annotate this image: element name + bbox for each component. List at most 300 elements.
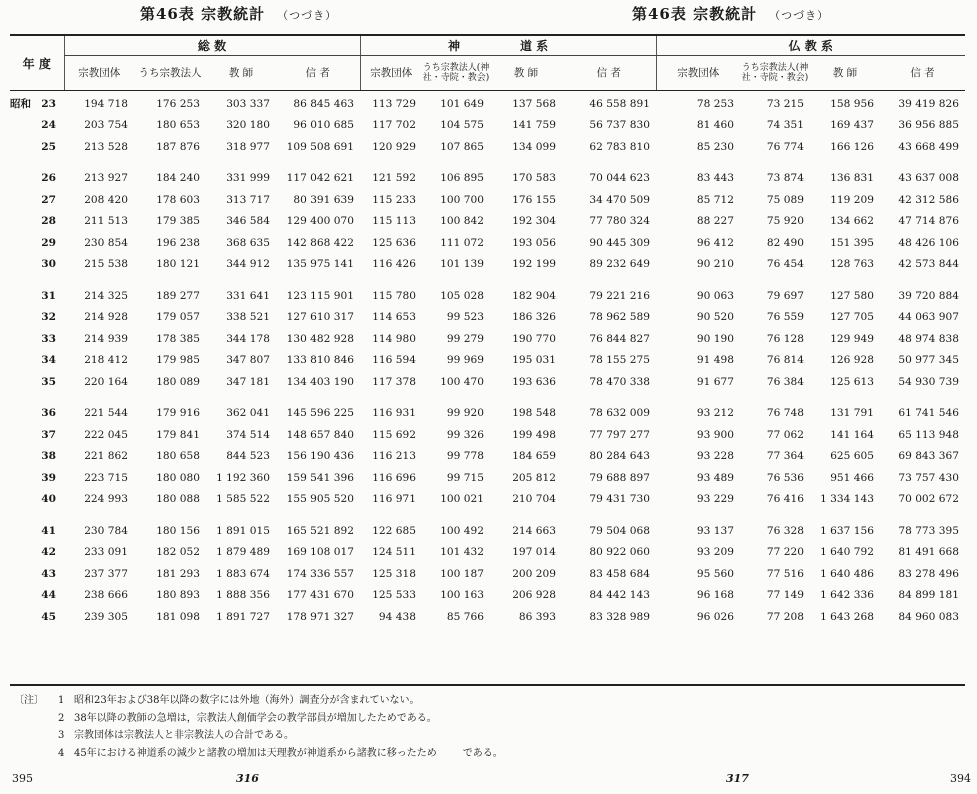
- table-cell: 73 757 430: [898, 471, 959, 484]
- table-row: [10, 563, 490, 585]
- year-cell: 39: [41, 471, 56, 484]
- col-header: 教 師: [206, 56, 276, 91]
- right-table-body: [490, 91, 965, 628]
- table-cell: 93 228: [696, 450, 734, 463]
- table-cell: 1 640 486: [820, 567, 874, 580]
- era-cell: [10, 489, 38, 511]
- note-line: [14, 745, 503, 763]
- table-cell: 347 181: [226, 375, 270, 388]
- table-cell: 82 490: [766, 236, 804, 249]
- table-cell: 224 993: [84, 493, 128, 506]
- table-cell: 91 677: [696, 375, 734, 388]
- table-cell: 145 596 225: [286, 407, 354, 420]
- col-header: 信 者: [562, 56, 656, 91]
- table-cell: 170 583: [512, 172, 556, 185]
- note-text-tail: である。: [462, 747, 503, 759]
- table-cell: 99 523: [446, 311, 484, 324]
- year-cell: 26: [41, 172, 56, 185]
- table-cell: 125 318: [372, 567, 416, 580]
- year-cell: 24: [41, 119, 56, 132]
- col-header: 宗教団体: [64, 56, 134, 91]
- table-row: [10, 446, 490, 468]
- table-cell: 115 692: [372, 428, 416, 441]
- note-number: 3: [58, 730, 65, 741]
- col-header: うち宗教法人(神社・寺院・教会): [422, 56, 490, 91]
- table-cell: 180 080: [156, 471, 200, 484]
- table-row: [490, 542, 965, 564]
- table-cell: 192 199: [512, 258, 556, 271]
- table-cell: 117 702: [372, 119, 416, 132]
- table-cell: 117 378: [372, 375, 416, 388]
- table-cell: 625 605: [830, 450, 874, 463]
- table-cell: 78 155 275: [589, 354, 650, 367]
- table-cell: 61 741 546: [898, 407, 959, 420]
- table-cell: 194 718: [84, 97, 128, 110]
- table-cell: 99 920: [446, 407, 484, 420]
- table-cell: 187 876: [156, 140, 200, 153]
- table-cell: 85 766: [446, 610, 484, 623]
- table-cell: 81 460: [696, 119, 734, 132]
- table-cell: 100 492: [440, 524, 484, 537]
- table-row: [490, 606, 965, 628]
- table-cell: 125 533: [372, 589, 416, 602]
- table-cell: 90 063: [696, 289, 734, 302]
- table-cell: 180 156: [156, 524, 200, 537]
- table-cell: 131 791: [830, 407, 874, 420]
- table-row: [10, 520, 490, 542]
- year-cell: 45: [41, 610, 56, 623]
- table-cell: 79 697: [766, 289, 804, 302]
- table-cell: 86 845 463: [293, 97, 354, 110]
- era-cell: [10, 307, 38, 329]
- table-cell: 180 088: [156, 493, 200, 506]
- table-cell: 111 072: [440, 236, 484, 249]
- table-cell: 79 688 897: [589, 471, 650, 484]
- table-cell: 347 807: [226, 354, 270, 367]
- table-cell: 121 592: [372, 172, 416, 185]
- col-header: うち宗教法人(神社・寺院・教会): [740, 56, 810, 91]
- table-cell: 91 498: [696, 354, 734, 367]
- table-cell: 134 099: [512, 140, 556, 153]
- table-cell: 69 843 367: [898, 450, 959, 463]
- shinto-group-header: 神: [360, 35, 490, 56]
- table-row: [490, 91, 965, 115]
- table-cell: 83 328 989: [589, 610, 650, 623]
- era-cell: [10, 211, 38, 233]
- era-cell: [10, 585, 38, 607]
- table-cell: 116 426: [372, 258, 416, 271]
- table-cell: 155 905 520: [286, 493, 354, 506]
- table-cell: 105 028: [440, 289, 484, 302]
- table-cell: 39 419 826: [898, 97, 959, 110]
- table-cell: 176 253: [156, 97, 200, 110]
- table-row: [10, 585, 490, 607]
- table-cell: 119 209: [830, 193, 874, 206]
- left-page-title: [140, 3, 337, 24]
- table-cell: 100 700: [440, 193, 484, 206]
- table-cell: 88 227: [696, 215, 734, 228]
- table-row: [490, 232, 965, 254]
- row-gap: [490, 510, 965, 520]
- table-cell: 166 126: [830, 140, 874, 153]
- table-cell: 70 044 623: [589, 172, 650, 185]
- table-cell: 46 558 891: [589, 97, 650, 110]
- table-cell: 1 192 360: [216, 471, 270, 484]
- table-cell: 78 253: [696, 97, 734, 110]
- table-cell: 129 949: [830, 332, 874, 345]
- table-cell: 179 057: [156, 311, 200, 324]
- table-cell: 79 431 730: [589, 493, 650, 506]
- col-header: 教 師: [490, 56, 562, 91]
- table-cell: 79 504 068: [589, 524, 650, 537]
- table-row: [490, 489, 965, 511]
- table-cell: 374 514: [226, 428, 270, 441]
- table-row: [490, 520, 965, 542]
- table-cell: 95 560: [696, 567, 734, 580]
- table-cell: 93 137: [696, 524, 734, 537]
- table-cell: 137 568: [512, 97, 556, 110]
- table-cell: 230 854: [84, 236, 128, 249]
- table-cell: 136 831: [830, 172, 874, 185]
- table-cell: 199 498: [512, 428, 556, 441]
- table-cell: 96 412: [696, 236, 734, 249]
- table-cell: 179 385: [156, 215, 200, 228]
- table-cell: 80 284 643: [589, 450, 650, 463]
- year-cell: 43: [41, 567, 56, 580]
- table-cell: 178 385: [156, 332, 200, 345]
- table-cell: 113 729: [372, 97, 416, 110]
- table-row: [10, 115, 490, 137]
- note-text: 38年以降の教師の急増は，宗教法人創価学会の教学部員が増加したためである。: [74, 712, 437, 724]
- table-row: [10, 489, 490, 511]
- table-cell: 130 482 928: [286, 332, 354, 345]
- col-header: 宗教団体: [656, 56, 740, 91]
- table-row: [490, 350, 965, 372]
- era-cell: [10, 254, 38, 276]
- table-row: [10, 211, 490, 233]
- table-row: [10, 542, 490, 564]
- table-cell: 93 209: [696, 546, 734, 559]
- era-cell: [10, 285, 38, 307]
- table-cell: 129 400 070: [286, 215, 354, 228]
- table-cell: 303 337: [226, 97, 270, 110]
- table-cell: 85 712: [696, 193, 734, 206]
- era-cell: 昭和: [10, 98, 31, 111]
- table-cell: 76 748: [766, 407, 804, 420]
- total-group-header: 総 数: [64, 35, 360, 56]
- table-cell: 96 168: [696, 589, 734, 602]
- table-cell: 73 215: [766, 97, 804, 110]
- table-cell: 44 063 907: [898, 311, 959, 324]
- era-cell: [10, 136, 38, 158]
- table-cell: 90 190: [696, 332, 734, 345]
- left-bottom-rule: [10, 684, 490, 686]
- table-cell: 176 155: [512, 193, 556, 206]
- year-cell: 35: [41, 375, 56, 388]
- table-cell: 180 893: [156, 589, 200, 602]
- col-header: 教 師: [810, 56, 880, 91]
- table-cell: 320 180: [226, 119, 270, 132]
- row-gap: [10, 275, 490, 285]
- table-cell: 141 759: [512, 119, 556, 132]
- table-cell: 165 521 892: [286, 524, 354, 537]
- table-cell: 218 412: [84, 354, 128, 367]
- year-cell: 30: [41, 258, 56, 271]
- table-cell: 205 812: [512, 471, 556, 484]
- table-cell: 125 613: [830, 375, 874, 388]
- table-cell: 90 210: [696, 258, 734, 271]
- table-cell: 195 031: [512, 354, 556, 367]
- table-cell: 198 548: [512, 407, 556, 420]
- note-text: 宗教団体は宗教法人と非宗教法人の合計である。: [74, 730, 294, 741]
- table-cell: 1 640 792: [820, 546, 874, 559]
- table-cell: 169 437: [830, 119, 874, 132]
- table-cell: 159 541 396: [286, 471, 354, 484]
- table-cell: 83 278 496: [898, 567, 959, 580]
- note-text: 昭和23年および38年以降の数字には外地（海外）調査分が含まれていない。: [74, 695, 420, 706]
- table-cell: 50 977 345: [898, 354, 959, 367]
- table-row: [490, 446, 965, 468]
- table-cell: 233 091: [84, 546, 128, 559]
- table-cell: 180 658: [156, 450, 200, 463]
- table-cell: 106 895: [440, 172, 484, 185]
- year-cell: 42: [41, 546, 56, 559]
- table-cell: 196 238: [156, 236, 200, 249]
- table-cell: 114 980: [372, 332, 416, 345]
- table-cell: 109 508 691: [286, 140, 354, 153]
- table-row: [10, 424, 490, 446]
- table-cell: 362 041: [226, 407, 270, 420]
- table-cell: 42 312 586: [898, 193, 959, 206]
- table-cell: 180 089: [156, 375, 200, 388]
- era-cell: [10, 467, 38, 489]
- note-number: 4: [58, 747, 65, 759]
- table-cell: 99 326: [446, 428, 484, 441]
- table-cell: 214 928: [84, 311, 128, 324]
- table-cell: 179 841: [156, 428, 200, 441]
- table-cell: 77 062: [766, 428, 804, 441]
- table-cell: 107 865: [440, 140, 484, 153]
- table-cell: 179 985: [156, 354, 200, 367]
- table-cell: 76 384: [766, 375, 804, 388]
- table-cell: 73 874: [766, 172, 804, 185]
- row-gap: [490, 275, 965, 285]
- table-cell: 193 636: [512, 375, 556, 388]
- table-cell: 184 659: [512, 450, 556, 463]
- right-group-header-row: [490, 35, 965, 56]
- table-cell: 78 962 589: [589, 311, 650, 324]
- table-cell: 133 810 846: [286, 354, 354, 367]
- table-cell: 93 900: [696, 428, 734, 441]
- table-row: [10, 91, 490, 115]
- page-number-right: 394: [950, 772, 971, 785]
- table-cell: 203 754: [84, 119, 128, 132]
- table-cell: 126 928: [830, 354, 874, 367]
- table-cell: 331 641: [226, 289, 270, 302]
- col-header: うち宗教法人: [134, 56, 206, 91]
- table-cell: 142 868 422: [286, 236, 354, 249]
- table-cell: 76 844 827: [589, 332, 650, 345]
- left-table-body: [10, 91, 490, 628]
- table-cell: 238 666: [84, 589, 128, 602]
- year-cell: 31: [41, 289, 56, 302]
- table-row: [490, 307, 965, 329]
- table-cell: 84 960 083: [898, 610, 959, 623]
- note-text: 45年における神道系の減少と諸教の増加は天理教が神道系から諸教に移ったため: [74, 747, 437, 759]
- row-gap: [490, 158, 965, 168]
- table-cell: 74 351: [766, 119, 804, 132]
- page-folio-right: 317: [726, 772, 749, 785]
- table-cell: 313 717: [226, 193, 270, 206]
- table-cell: 123 115 901: [286, 289, 354, 302]
- table-cell: 1 891 015: [216, 524, 270, 537]
- table-row: [10, 232, 490, 254]
- left-group-header-row: [10, 35, 490, 56]
- table-cell: 116 931: [372, 407, 416, 420]
- table-row: [10, 285, 490, 307]
- right-col-header-row: [490, 56, 965, 91]
- table-cell: 1 334 143: [820, 493, 874, 506]
- table-row: [10, 403, 490, 425]
- table-cell: 208 420: [84, 193, 128, 206]
- table-row: [490, 168, 965, 190]
- table-cell: 128 763: [830, 258, 874, 271]
- table-cell: 344 178: [226, 332, 270, 345]
- table-row: [490, 285, 965, 307]
- left-title-sub: （つづき）: [277, 9, 338, 22]
- row-gap: [10, 510, 490, 520]
- table-cell: 90 445 309: [589, 236, 650, 249]
- table-cell: 77 220: [766, 546, 804, 559]
- table-row: [10, 350, 490, 372]
- table-row: [490, 563, 965, 585]
- table-cell: 951 466: [830, 471, 874, 484]
- year-header: 年 度: [10, 35, 64, 91]
- table-cell: 156 190 436: [286, 450, 354, 463]
- table-cell: 178 603: [156, 193, 200, 206]
- table-cell: 844 523: [226, 450, 270, 463]
- table-cell: 220 164: [84, 375, 128, 388]
- table-cell: 192 304: [512, 215, 556, 228]
- era-cell: [10, 350, 38, 372]
- row-gap: [490, 393, 965, 403]
- table-cell: 184 240: [156, 172, 200, 185]
- table-cell: 76 536: [766, 471, 804, 484]
- table-cell: 76 559: [766, 311, 804, 324]
- right-page-title: [632, 3, 829, 24]
- table-cell: 200 209: [512, 567, 556, 580]
- table-cell: 83 458 684: [589, 567, 650, 580]
- year-cell: 28: [41, 215, 56, 228]
- year-cell: 36: [41, 407, 56, 420]
- table-cell: 116 971: [372, 493, 416, 506]
- table-cell: 62 783 810: [589, 140, 650, 153]
- table-cell: 54 930 739: [898, 375, 959, 388]
- notes-label: 〔注〕: [14, 695, 44, 706]
- table-cell: 214 939: [84, 332, 128, 345]
- table-cell: 331 999: [226, 172, 270, 185]
- table-cell: 1 891 727: [216, 610, 270, 623]
- table-cell: 76 814: [766, 354, 804, 367]
- page-folio-left: 316: [236, 772, 259, 785]
- table-cell: 181 098: [156, 610, 200, 623]
- table-cell: 189 277: [156, 289, 200, 302]
- table-cell: 230 784: [84, 524, 128, 537]
- table-cell: 237 377: [84, 567, 128, 580]
- year-cell: 32: [41, 311, 56, 324]
- left-col-header-row: [10, 56, 490, 91]
- table-cell: 1 642 336: [820, 589, 874, 602]
- table-cell: 116 594: [372, 354, 416, 367]
- table-cell: 99 715: [446, 471, 484, 484]
- table-cell: 182 904: [512, 289, 556, 302]
- era-cell: [10, 424, 38, 446]
- year-cell: 33: [41, 332, 56, 345]
- left-title-text: 第46表 宗教統計: [140, 5, 266, 23]
- table-cell: 115 780: [372, 289, 416, 302]
- era-cell: [10, 168, 38, 190]
- table-cell: 338 521: [226, 311, 270, 324]
- table-row: [490, 328, 965, 350]
- table-cell: 186 326: [512, 311, 556, 324]
- buddhist-group-header: 仏 教 系: [656, 35, 965, 56]
- table-cell: 77 780 324: [589, 215, 650, 228]
- table-cell: 115 233: [372, 193, 416, 206]
- table-cell: 1 643 268: [820, 610, 874, 623]
- table-cell: 100 842: [440, 215, 484, 228]
- table-cell: 206 928: [512, 589, 556, 602]
- year-cell: 38: [41, 450, 56, 463]
- table-cell: 1 879 489: [216, 546, 270, 559]
- right-bottom-rule: [490, 684, 965, 686]
- table-row: [490, 467, 965, 489]
- table-cell: 101 432: [440, 546, 484, 559]
- right-title-sub: （つづき）: [769, 9, 830, 22]
- shinto-cont-group-header: 道 系: [490, 35, 656, 56]
- table-cell: 78 470 338: [589, 375, 650, 388]
- table-cell: 90 520: [696, 311, 734, 324]
- table-cell: 214 663: [512, 524, 556, 537]
- table-cell: 210 704: [512, 493, 556, 506]
- notes: [14, 692, 503, 762]
- col-header: 信 者: [880, 56, 965, 91]
- table-cell: 89 232 649: [589, 258, 650, 271]
- table-cell: 96 026: [696, 610, 734, 623]
- note-line: [14, 710, 503, 728]
- table-cell: 85 230: [696, 140, 734, 153]
- era-cell: [10, 563, 38, 585]
- left-stats-table: [10, 34, 490, 628]
- table-cell: 77 516: [766, 567, 804, 580]
- table-cell: 177 431 670: [286, 589, 354, 602]
- era-cell: [10, 232, 38, 254]
- table-cell: 34 470 509: [589, 193, 650, 206]
- year-cell: 29: [41, 236, 56, 249]
- table-cell: 239 305: [84, 610, 128, 623]
- table-cell: 221 544: [84, 407, 128, 420]
- table-cell: 318 977: [226, 140, 270, 153]
- table-cell: 1 637 156: [820, 524, 874, 537]
- table-cell: 83 443: [696, 172, 734, 185]
- table-cell: 86 393: [518, 610, 556, 623]
- era-cell: [10, 606, 38, 628]
- table-cell: 100 021: [440, 493, 484, 506]
- table-cell: 158 956: [830, 97, 874, 110]
- table-cell: 134 403 190: [286, 375, 354, 388]
- table-row: [10, 189, 490, 211]
- table-cell: 180 653: [156, 119, 200, 132]
- era-cell: [10, 446, 38, 468]
